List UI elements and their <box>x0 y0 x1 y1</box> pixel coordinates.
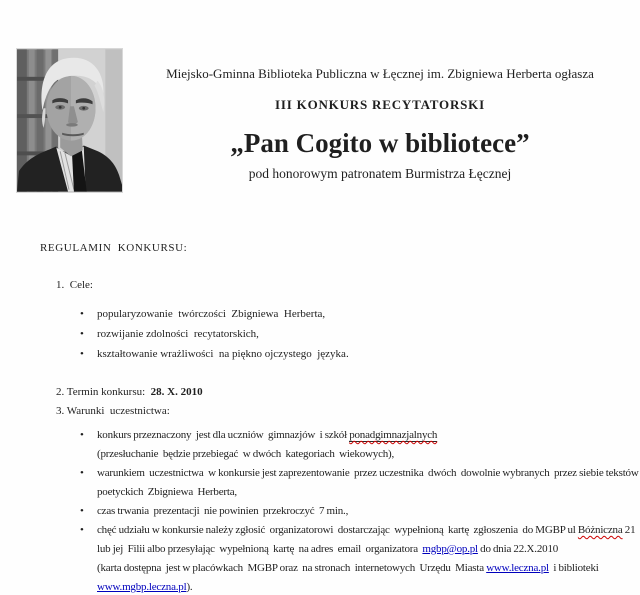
text-segment: 1. Cele: <box>56 279 93 291</box>
patronage-line: pod honorowym patronatem Burmistrza Łęcznej <box>248 166 512 181</box>
text-line <box>97 578 635 595</box>
bullet-dot-icon: • <box>80 467 84 479</box>
bullet-item <box>80 426 636 464</box>
bullet-item <box>80 344 636 364</box>
bullet-item <box>80 521 636 595</box>
text-line <box>97 445 437 464</box>
text-segment: (przesłuchanie będzie przebiegać w dwóch kategoriach wiekowych), <box>97 448 395 460</box>
text-segment: (karta dostępna jest w placówkach MGBP oraz na stronach internetowych Urzędu Miasta <box>97 562 487 574</box>
list-item <box>56 405 636 418</box>
hyperlink[interactable]: www.mgbp.leczna.pl <box>97 581 187 593</box>
text-segment: ). <box>186 581 193 593</box>
text-line <box>97 483 639 502</box>
page-title: „Pan Cogito w bibliotece” <box>230 128 530 158</box>
bullet-item <box>80 324 636 344</box>
bullet-text <box>97 304 325 324</box>
text-segment: czas trwania prezentacji nie powinien przekroczyć 7 min., <box>97 505 349 517</box>
text-segment: kształtowanie wrażliwości na piękno ojczystego języka. <box>97 348 349 360</box>
text-line <box>97 304 325 324</box>
regulations-blocks <box>40 279 639 595</box>
text-segment: 21 <box>622 524 636 536</box>
bullet-dot-icon: • <box>80 429 84 441</box>
misspelled-word: ponadgimnazjalnych <box>349 429 438 441</box>
herbert-portrait-photo <box>16 48 123 193</box>
bullet-text <box>97 344 349 364</box>
text-line <box>97 426 437 445</box>
text-line <box>97 502 348 521</box>
list-item <box>56 279 636 292</box>
text-segment: poetyckich Zbigniewa Herberta, <box>97 486 237 498</box>
bullet-dot-icon: • <box>80 308 84 320</box>
bullet-dot-icon: • <box>80 505 84 517</box>
text-segment: i biblioteki <box>548 562 599 574</box>
text-line <box>97 540 635 559</box>
bullet-dot-icon: • <box>80 328 84 340</box>
text-segment: popularyzowanie twórczości Zbigniewa Herberta, <box>97 308 326 320</box>
text-line <box>97 324 259 344</box>
text-segment: rozwijanie zdolności recytatorskich, <box>97 328 259 340</box>
text-segment: lub jej Filii albo przesyłając wypełnioną kartę na adres email organizatora <box>97 543 423 555</box>
contest-name: III KONKURS RECYTATORSKI <box>275 97 485 112</box>
list-item <box>56 386 636 399</box>
text-segment: 2. Termin konkursu: <box>56 386 151 398</box>
bullet-text <box>97 426 437 464</box>
bullet-text <box>97 502 348 521</box>
text-segment: chęć udziału w konkursie należy zgłosić organizatorowi dostarczając wypełnioną kartę zgłoszenia do MGBP ul <box>97 524 578 536</box>
text-line <box>97 559 635 578</box>
misspelled-word: Bóżniczna <box>577 524 623 536</box>
text-segment: warunkiem uczestnictwa w konkursie jest zaprezentowanie przez uczestnika dwóch dowolnie wybranych przez siebie tekstów <box>97 467 639 479</box>
organizer-line: Miejsko-Gminna Biblioteka Publiczna w Łęcznej im. Zbigniewa Herberta ogłasza <box>166 66 594 81</box>
regulations-section <box>40 242 639 595</box>
hyperlink[interactable]: www.leczna.pl <box>486 562 549 574</box>
bullet-dot-icon: • <box>80 524 84 536</box>
portrait-photo-image <box>17 49 122 192</box>
text-line <box>97 521 635 540</box>
hyperlink[interactable]: mgbp@op.pl <box>422 543 478 555</box>
text-segment: 3. Warunki uczestnictwa: <box>56 405 170 417</box>
document-header <box>128 66 632 182</box>
text-line <box>97 344 349 364</box>
bullet-item <box>80 304 636 324</box>
bullet-dot-icon: • <box>80 348 84 360</box>
bold-text: 28. X. 2010 <box>150 386 203 398</box>
text-segment: konkurs przeznaczony jest dla uczniów gimnazjów i szkół <box>97 429 350 441</box>
bullet-text <box>97 521 635 595</box>
bullet-text <box>97 464 639 502</box>
bullet-item <box>80 464 639 502</box>
bullet-text <box>97 324 259 344</box>
text-line <box>97 464 639 483</box>
text-segment: do dnia 22.X.2010 <box>477 543 559 555</box>
regulations-heading: REGULAMIN KONKURSU: <box>40 242 188 254</box>
bullet-item <box>80 502 636 521</box>
